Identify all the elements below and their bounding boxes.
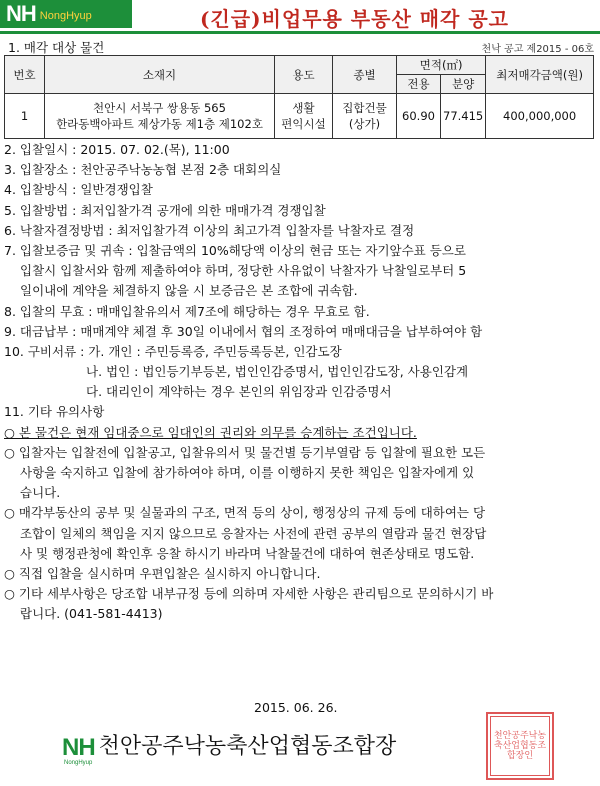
cell-location: [45, 94, 275, 139]
seal-text: 천안공주낙농축산업협동조합장인: [490, 716, 550, 776]
footer-logo-mark: NH: [62, 734, 95, 761]
item-documents-corp: 나. 법인 : 법인등기부등본, 법인인감증명서, 법인인감도장, 사용인감계: [86, 364, 469, 380]
property-table: [4, 55, 594, 139]
item-deposit: 7. 입찰보증금 및 귀속 : 입찰금액의 10%해당액 이상의 현금 또는 자기앞수표 등으로: [4, 242, 466, 258]
col-header-use: 용도: [275, 56, 333, 94]
note-bidder-duty-cont-1: 사항을 숙지하고 입찰에 참가하여야 하며, 이를 이행하지 못한 책임은 입찰자에게 있: [20, 465, 475, 480]
item-bid-place: 3. 입찰장소 : 천안공주낙농농협 본점 2층 대회의실: [4, 162, 282, 178]
item-bid-method: 5. 입찰방법 : 최저입찰가격 공개에 의한 매매가격 경쟁입찰: [4, 202, 326, 218]
item-invalid-bid: 8. 입찰의 무효 : 매매입찰유의서 제7조에 해당하는 경우 무효로 함.: [4, 303, 370, 319]
col-header-area-sale: 분양: [441, 75, 486, 94]
item-payment: 9. 대금납부 : 매매계약 체결 후 30일 이내에서 협의 조정하여 매매대금을 납부하여야 함: [4, 323, 483, 339]
location-line-2: 한라동백아파트 제상가동 제1층 제102호: [56, 117, 263, 131]
header: [0, 0, 600, 34]
col-header-min-price: 최저매각금액(원): [486, 56, 594, 94]
table-row: [5, 94, 594, 139]
note-liability-cont-2: 사 및 행정관청에 확인후 응찰 하시기 바라며 낙찰물건에 대하여 현존상태로 명도함.: [20, 545, 475, 561]
item-winner-decision: 6. 낙찰자결정방법 : 최저입찰가격 이상의 최고가격 입찰자를 낙찰자로 결정: [4, 222, 415, 238]
item-documents: 10. 구비서류 : 가. 개인 : 주민등록증, 주민등록등본, 인감도장: [4, 343, 342, 359]
col-header-type: 종별: [333, 56, 397, 94]
type-line-1: 집합건물: [342, 101, 387, 115]
notice-body: [4, 140, 596, 625]
note-inquiry-cont: 랍니다. (041-581-4413): [20, 606, 163, 622]
col-header-no: 번호: [5, 56, 45, 94]
official-seal: [486, 712, 554, 780]
item-deposit-cont-1: 입찰시 입찰서와 함께 제출하여야 하며, 정당한 사유없이 낙찰자가 낙찰일로부터 5: [20, 263, 467, 279]
use-line-2: 편익시설: [281, 117, 326, 131]
reference-number: 천낙 공고 제2015 - 06호: [481, 44, 594, 55]
cell-area-sale: 77.415: [441, 94, 486, 139]
use-line-1: 생활: [292, 101, 315, 115]
cell-use: [275, 94, 333, 139]
cell-no: 1: [5, 94, 45, 139]
logo-mark: NH: [6, 1, 36, 26]
note-bidder-duty-cont-2: 습니다.: [20, 485, 61, 501]
item-other-notes: 11. 기타 유의사항: [4, 404, 105, 420]
type-line-2: (상가): [348, 117, 381, 131]
cell-area-exclusive: 60.90: [397, 94, 441, 139]
cell-min-price: 400,000,000: [486, 94, 594, 139]
item-bid-datetime: 2. 입찰일시 : 2015. 07. 02.(목), 11:00: [4, 142, 230, 157]
document-title: (긴급)비업무용 부동산 매각 공고: [200, 7, 509, 31]
col-header-area: 면적(㎡): [397, 56, 486, 75]
logo-sub: NongHyup: [39, 10, 92, 22]
item-deposit-cont-2: 일이내에 계약을 체결하지 않을 시 보증금은 본 조합에 귀속함.: [20, 283, 358, 299]
item-documents-agent: 다. 대리인이 계약하는 경우 본인의 위임장과 인감증명서: [86, 384, 392, 400]
location-line-1: 천안시 서북구 쌍용동 565: [93, 101, 226, 115]
note-direct-bid: ○ 직접 입찰을 실시하며 우편입찰은 실시하지 아니합니다.: [4, 565, 321, 581]
cell-type: [333, 94, 397, 139]
note-lease-condition: ○ 본 물건은 현재 임대중으로 임대인의 권리와 의무를 승계하는 조건입니다.: [4, 424, 417, 440]
note-liability-cont-1: 조합이 일체의 책임을 지지 않으므로 응찰자는 사전에 관련 공부의 열람과 물건 현장답: [20, 525, 487, 541]
organization-name: 천안공주낙농축산업협동조합장: [98, 734, 397, 759]
footer-logo-sub: NongHyup: [64, 760, 93, 766]
col-header-area-exclusive: 전용: [397, 75, 441, 94]
header-divider: [0, 31, 600, 34]
nh-logo: [0, 0, 132, 28]
notice-date: 2015. 06. 26.: [254, 700, 338, 715]
col-header-location: 소재지: [45, 56, 275, 94]
note-bidder-duty: ○ 입찰자는 입찰전에 입찰공고, 입찰유의서 및 물건별 등기부열람 등 입찰에 필요한 모든: [4, 444, 486, 460]
item-bid-type: 4. 입찰방식 : 일반경쟁입찰: [4, 182, 153, 198]
note-inquiry: ○ 기타 세부사항은 당조합 내부규정 등에 의하며 자세한 사항은 관리팀으로 문의하시기 바: [4, 586, 494, 602]
note-liability: ○ 매각부동산의 공부 및 실물과의 구조, 면적 등의 상이, 행정상의 규제 등에 대하여는 당: [4, 505, 486, 521]
footer-signature: [62, 734, 397, 766]
section-heading: 1. 매각 대상 물건: [8, 40, 105, 55]
